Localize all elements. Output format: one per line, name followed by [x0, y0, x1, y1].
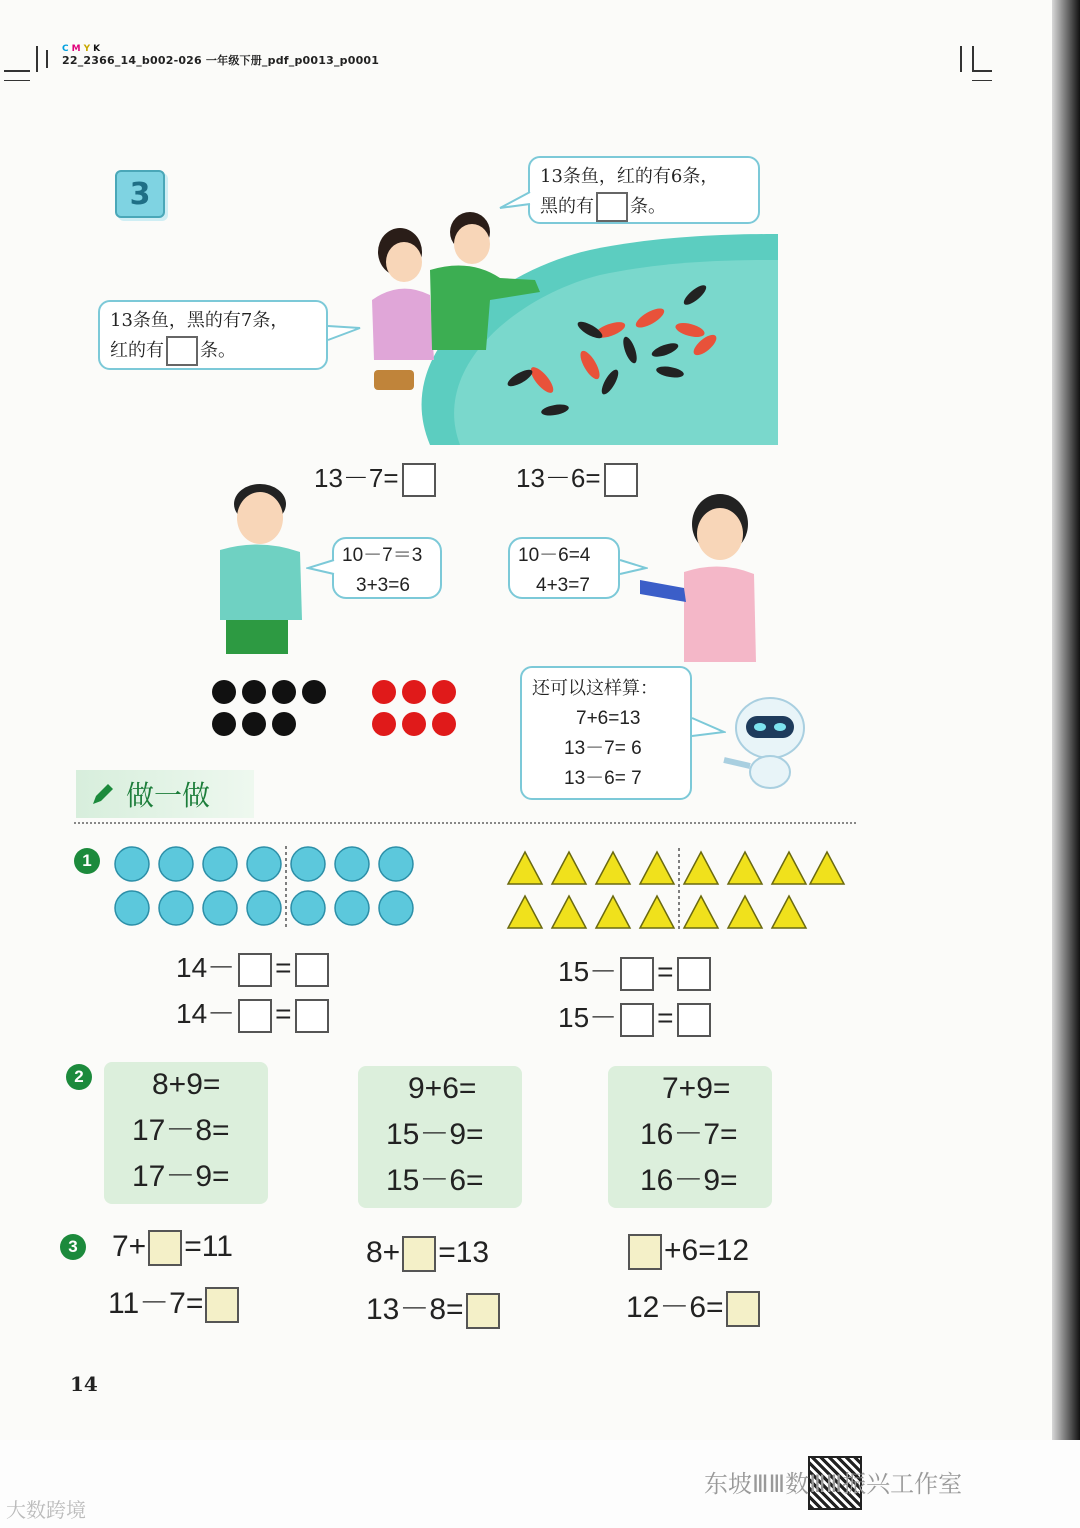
- eq-text: =13: [438, 1236, 490, 1269]
- question-badge: 1: [74, 848, 100, 874]
- equation-13-minus-6: [516, 458, 641, 497]
- q2-item: 17－8=: [132, 1114, 230, 1147]
- calc-line: 3+3=6: [356, 575, 410, 596]
- robot-text: 还可以这样算：: [532, 678, 658, 699]
- answer-box[interactable]: [604, 463, 638, 497]
- q3-col2-line2: [366, 1284, 502, 1329]
- q2-item: 16－7=: [640, 1118, 738, 1151]
- watermark-right: 东坡ⅢⅢ数ⅢⅢ振兴工作室: [704, 1470, 963, 1498]
- q2-card-2: [358, 1066, 522, 1208]
- answer-box[interactable]: [726, 1291, 760, 1327]
- bubble-text-post: 条。: [200, 340, 236, 361]
- girl-illustration: [640, 490, 760, 662]
- answer-box[interactable]: [148, 1230, 182, 1266]
- robot-calc-line: 7+6=13: [576, 708, 641, 729]
- answer-box[interactable]: [238, 999, 272, 1033]
- crop-mark: [36, 46, 38, 72]
- q2-item: 15－6=: [386, 1164, 484, 1197]
- q3-col3-line2: [626, 1282, 762, 1327]
- crop-mark: [4, 80, 30, 81]
- eq-text: 14－: [176, 952, 236, 983]
- question-badge: 3: [60, 1234, 86, 1260]
- boy-illustration: [210, 480, 310, 655]
- cmyk-k: K: [93, 44, 101, 54]
- calc-line: 10－6=4: [518, 545, 591, 566]
- crop-mark: [972, 80, 992, 81]
- answer-box[interactable]: [238, 953, 272, 987]
- crop-mark: [46, 50, 48, 68]
- equation-13-minus-7: [314, 458, 439, 497]
- answer-box[interactable]: [466, 1293, 500, 1329]
- eq-text: 11－7=: [108, 1287, 204, 1320]
- crop-mark: [972, 46, 974, 72]
- answer-blank[interactable]: [166, 336, 198, 366]
- section-number-badge: 3: [115, 170, 165, 218]
- answer-box[interactable]: [205, 1287, 239, 1323]
- eq-text: =11: [184, 1230, 233, 1263]
- q2-item: 16－9=: [640, 1164, 738, 1197]
- eq-equals: =: [657, 1002, 674, 1033]
- answer-blank[interactable]: [596, 192, 628, 222]
- bubble-question: [110, 336, 316, 366]
- pond-illustration: [360, 200, 780, 445]
- eq-text: 15－: [558, 956, 618, 987]
- eq-equals: =: [275, 952, 292, 983]
- crop-mark: [972, 70, 992, 72]
- answer-box[interactable]: [295, 953, 329, 987]
- girl-calc-bubble: [508, 537, 620, 599]
- q1-left-eq1: [176, 946, 332, 987]
- robot-illustration: [722, 694, 812, 790]
- fish-bubble-right: [528, 156, 760, 224]
- bubble-tail: [326, 322, 362, 346]
- question-badge: 2: [66, 1064, 92, 1090]
- page-edge-shadow: [1052, 0, 1080, 1440]
- q1-right-eq2: [558, 996, 714, 1037]
- eq-text: 12－6=: [626, 1291, 724, 1324]
- print-code: 22_2366_14_b002-026 一年级下册_pdf_p0013_p0001: [62, 54, 380, 67]
- eq-text: 13－8=: [366, 1293, 464, 1326]
- eq-text: 7+: [112, 1230, 147, 1263]
- practice-title: [76, 770, 254, 818]
- robot-calc-line: 13－6= 7: [564, 768, 642, 789]
- eq-text: 14－: [176, 998, 236, 1029]
- q3-col2-line1: [366, 1236, 489, 1272]
- q2-item: 7+9=: [662, 1072, 731, 1105]
- answer-box[interactable]: [620, 957, 654, 991]
- eq-equals: =: [657, 956, 674, 987]
- dot-groups: [210, 678, 460, 742]
- bubble-text-pre: 红的有: [110, 340, 164, 361]
- cmyk-c: C: [62, 44, 69, 54]
- answer-box[interactable]: [677, 957, 711, 991]
- q2-card-1: [104, 1062, 268, 1204]
- calc-line: 10－7＝3: [342, 545, 423, 566]
- answer-box[interactable]: [402, 463, 436, 497]
- practice-divider: [74, 822, 856, 824]
- eq-text: 8+: [366, 1236, 401, 1269]
- bubble-text: 13条鱼，红的有6条，: [540, 166, 719, 187]
- crop-mark: [4, 70, 30, 72]
- q3-col1-line1: [112, 1230, 233, 1266]
- robot-calc-line: 13－7= 6: [564, 738, 642, 759]
- fish-bubble-left: [98, 300, 328, 370]
- cmyk-y: Y: [83, 44, 91, 54]
- eq-text: 15－: [558, 1002, 618, 1033]
- watermark-left: 大数跨境: [6, 1498, 86, 1522]
- answer-box[interactable]: [402, 1236, 436, 1272]
- equation-text: 13－7=: [314, 463, 399, 493]
- pencil-icon: [90, 781, 116, 807]
- bubble-text-pre: 黑的有: [540, 196, 594, 217]
- q3-col1-line2: [108, 1278, 241, 1323]
- bubble-question: [540, 192, 748, 222]
- q2-item: 17－9=: [132, 1160, 230, 1193]
- answer-box[interactable]: [620, 1003, 654, 1037]
- bubble-text-post: 条。: [630, 196, 666, 217]
- robot-bubble: [520, 666, 692, 800]
- crop-mark: [960, 46, 962, 72]
- q3-col3-line1: [626, 1234, 749, 1270]
- practice-title-text: 做一做: [126, 779, 211, 812]
- page-number: 14: [70, 1372, 98, 1396]
- bubble-text: 13条鱼，黑的有7条，: [110, 310, 289, 331]
- eq-equals: =: [275, 998, 292, 1029]
- answer-box[interactable]: [677, 1003, 711, 1037]
- calc-line: 4+3=7: [536, 575, 590, 596]
- q2-item: 8+9=: [152, 1068, 221, 1101]
- bubble-tail: [498, 190, 532, 212]
- bubble-tail: [690, 716, 726, 740]
- q2-item: 9+6=: [408, 1072, 477, 1105]
- q2-item: 15－9=: [386, 1118, 484, 1151]
- q1-right-eq1: [558, 950, 714, 991]
- q2-card-3: [608, 1066, 772, 1208]
- equation-text: 13－6=: [516, 463, 601, 493]
- answer-box[interactable]: [295, 999, 329, 1033]
- answer-box[interactable]: [628, 1234, 662, 1270]
- boy-calc-bubble: [332, 537, 442, 599]
- bubble-tail: [306, 558, 336, 578]
- q1-left-eq2: [176, 992, 332, 1033]
- triangle-group: [504, 846, 848, 932]
- eq-text: +6=12: [664, 1234, 750, 1267]
- circle-group: [112, 844, 416, 928]
- cmyk-m: M: [71, 44, 81, 54]
